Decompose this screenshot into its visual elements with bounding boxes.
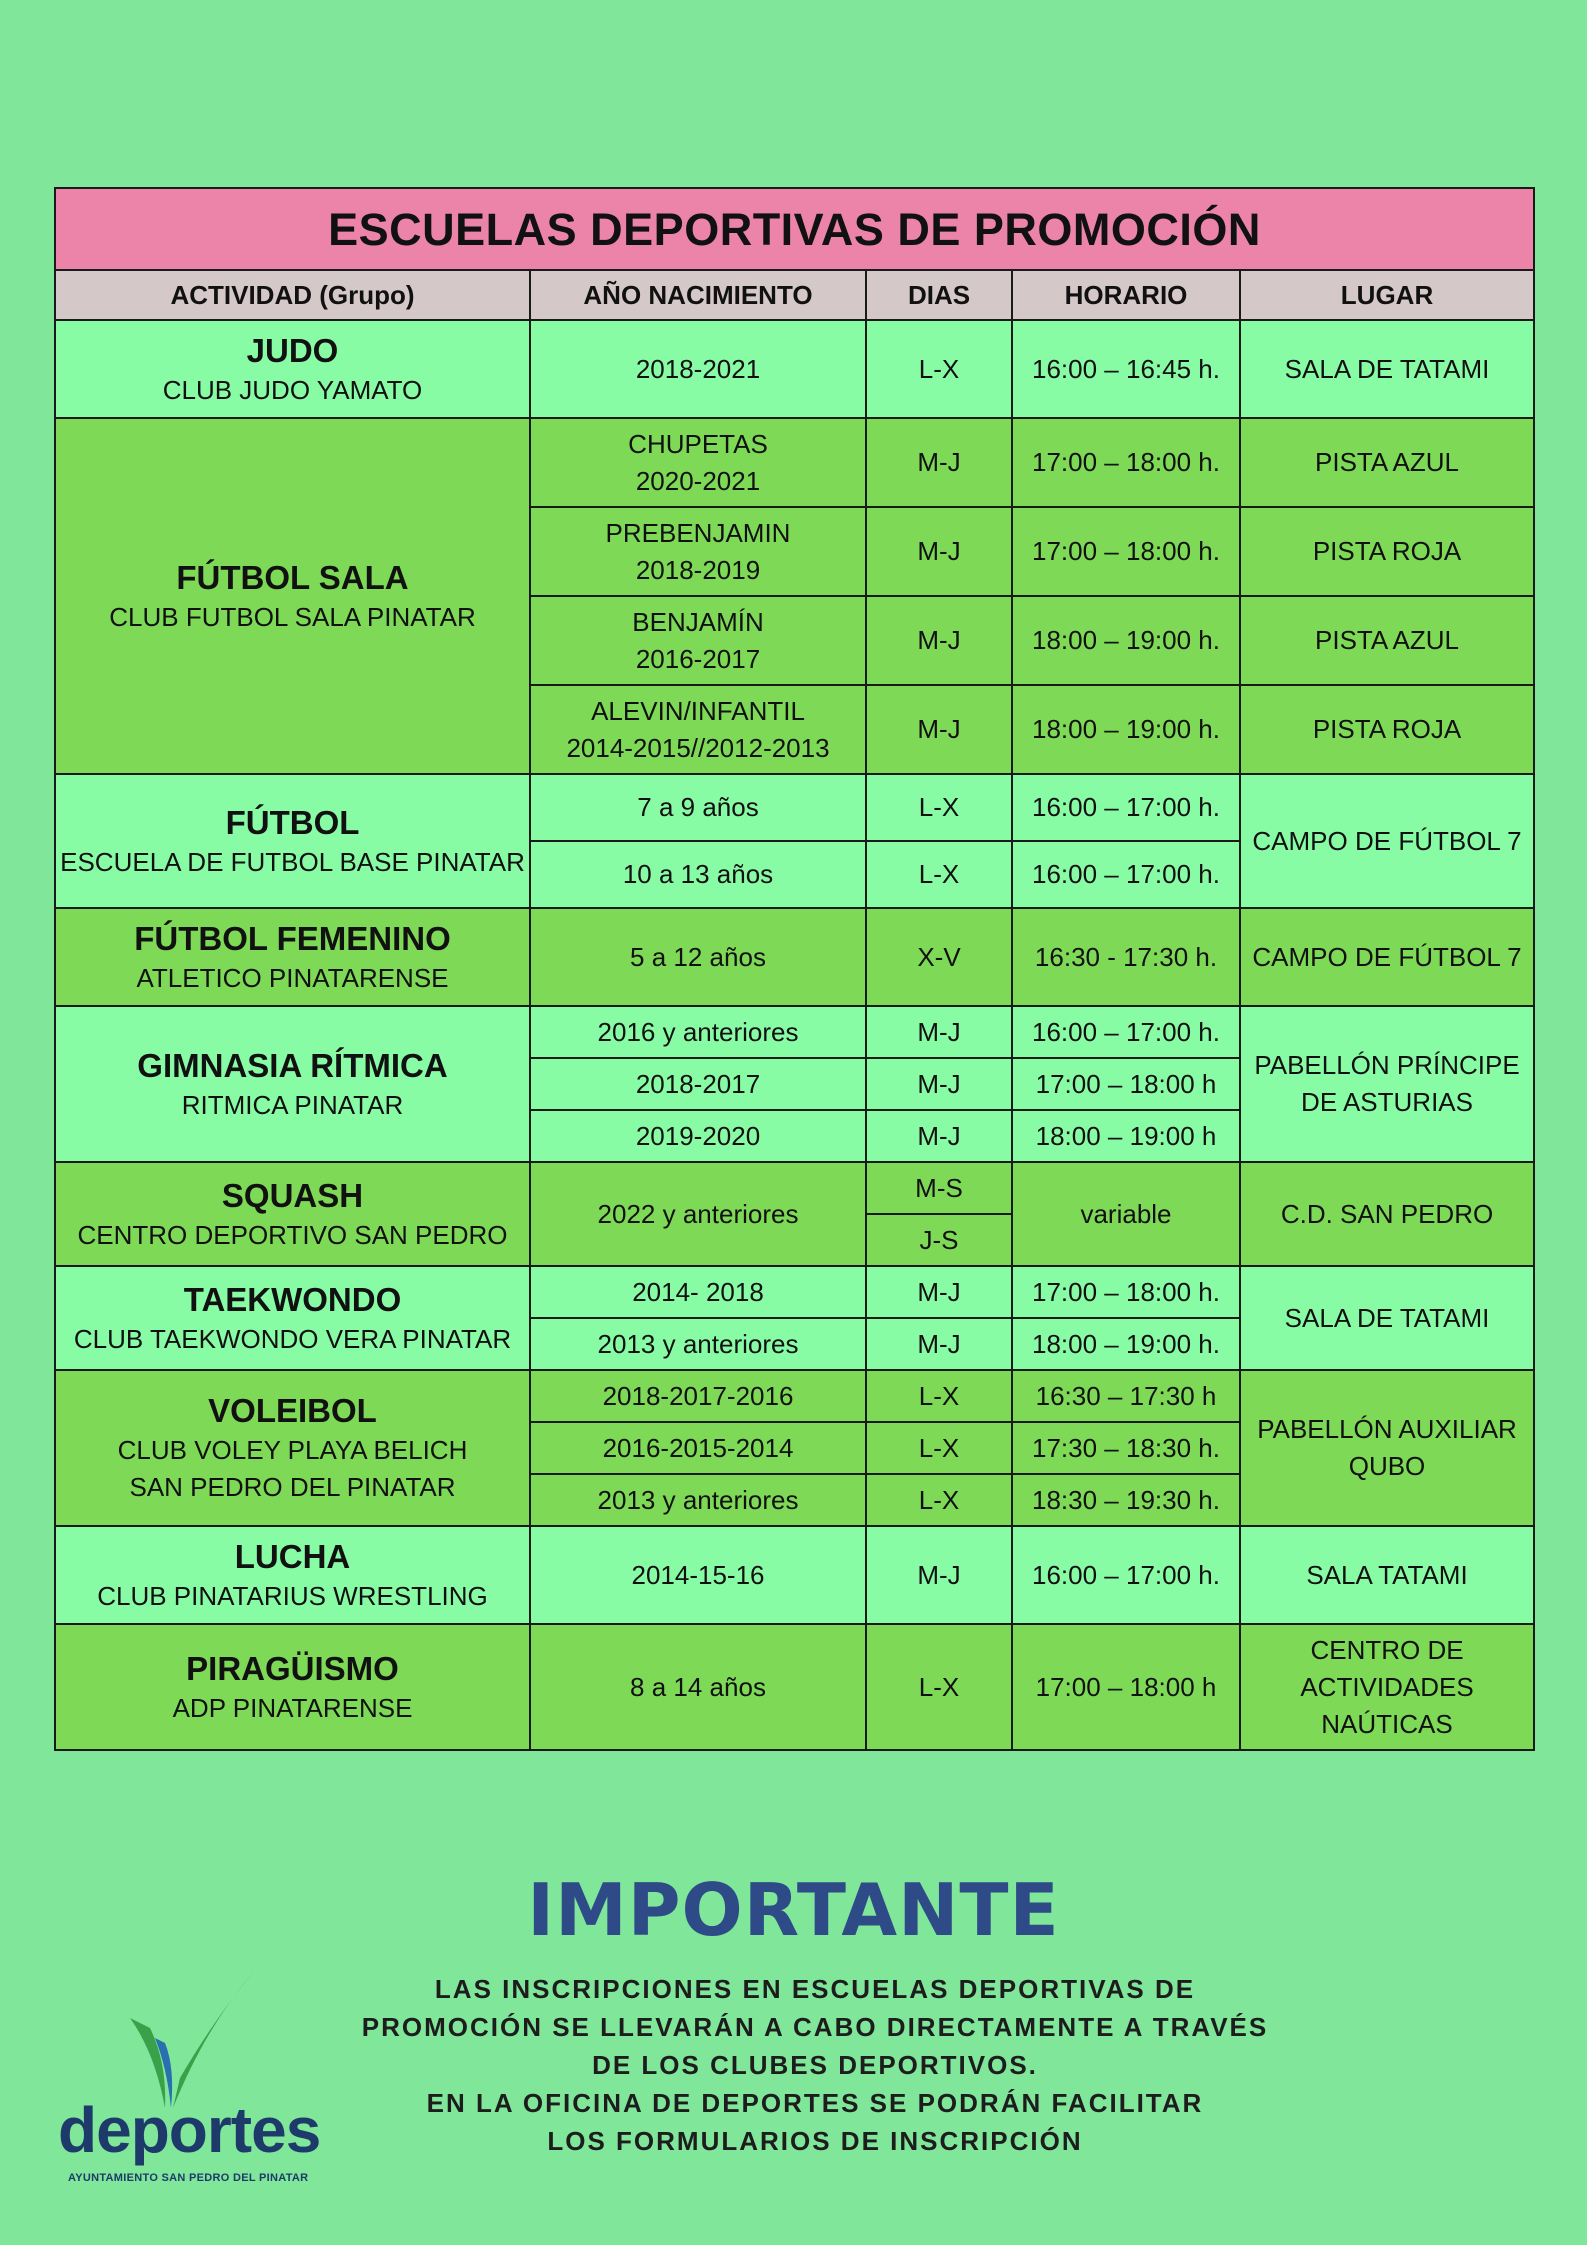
activity-cell — [55, 418, 530, 774]
activity-name: PIRAGÜISMO — [186, 1649, 399, 1687]
club-name: ATLETICO PINATARENSE — [136, 962, 449, 993]
schedule-cell: 16:30 - 17:30 h. — [1012, 908, 1240, 1006]
days-cell: L-X — [866, 1370, 1012, 1422]
birth-year-cell: 8 a 14 años — [530, 1624, 866, 1750]
birth-year-cell: 2014-15-16 — [530, 1526, 866, 1624]
schedule-cell: variable — [1012, 1162, 1240, 1266]
schedule-cell: 18:00 – 19:00 h — [1012, 1110, 1240, 1162]
days-cell: M-J — [866, 596, 1012, 685]
club-name: ESCUELA DE FUTBOL BASE PINATAR — [60, 846, 525, 877]
table-row — [55, 908, 1534, 1006]
activity-cell — [55, 1624, 530, 1750]
days-cell: L-X — [866, 774, 1012, 841]
table-row — [55, 1624, 1534, 1750]
activity-name: FÚTBOL FEMENINO — [134, 919, 451, 957]
activity-cell — [55, 1006, 530, 1162]
club-name: CLUB JUDO YAMATO — [162, 374, 423, 405]
schedule-cell: 18:00 – 19:00 h. — [1012, 685, 1240, 774]
birth-year-cell: 2013 y anteriores — [530, 1318, 866, 1370]
activity-name: GIMNASIA RÍTMICA — [137, 1046, 448, 1084]
days-cell: L-X — [866, 1422, 1012, 1474]
table-row — [55, 418, 1534, 507]
activity-cell — [55, 774, 530, 908]
activity-cell — [55, 320, 530, 418]
activity-cell — [55, 1526, 530, 1624]
activity-cell — [55, 908, 530, 1006]
days-cell: L-X — [866, 841, 1012, 908]
logo-subtitle: AYUNTAMIENTO SAN PEDRO DEL PINATAR — [68, 2172, 309, 2184]
birth-year-cell: 2018-2017-2016 — [530, 1370, 866, 1422]
important-text: LAS INSCRIPCIONES EN ESCUELAS DEPORTIVAS DE PROMOCIÓN SE LLEVARÁN A CABO DIRECTAMENTE A TRAVÉS DE LOS CLUBES DEPORTIVOS. EN LA OFICINA DE DEPORTES SE PODRÁN FACILITAR LOS FORMULARIOS DE INSCRIPCIÓN — [361, 1974, 1269, 2156]
days-cell: M-J — [866, 1058, 1012, 1110]
schedule-cell: 17:00 – 18:00 h. — [1012, 1266, 1240, 1318]
table-row — [55, 320, 1534, 418]
birth-year-cell: 2016-2015-2014 — [530, 1422, 866, 1474]
header-place: LUGAR — [1240, 270, 1534, 320]
place-cell: CAMPO DE FÚTBOL 7 — [1240, 774, 1534, 908]
birth-year-cell: CHUPETAS 2020-2021 — [530, 418, 866, 507]
table-row — [55, 1162, 1534, 1214]
activity-name: VOLEIBOL — [208, 1392, 377, 1429]
place-cell: PABELLÓN PRÍNCIPE DE ASTURIAS — [1240, 1006, 1534, 1162]
birth-year-cell: 2013 y anteriores — [530, 1474, 866, 1526]
birth-year-cell: 2022 y anteriores — [530, 1162, 866, 1266]
table-row — [55, 1370, 1534, 1422]
birth-year-cell: BENJAMÍN 2016-2017 — [530, 596, 866, 685]
club-name: CLUB VOLEY PLAYA BELICH SAN PEDRO DEL PINATAR — [117, 1435, 468, 1502]
club-name: RITMICA PINATAR — [181, 1089, 404, 1120]
place-cell: PISTA ROJA — [1240, 507, 1534, 596]
activity-name: FÚTBOL SALA — [176, 558, 409, 596]
days-cell: L-X — [866, 1474, 1012, 1526]
place-cell: C.D. SAN PEDRO — [1240, 1162, 1534, 1266]
days-cell: X-V — [866, 908, 1012, 1006]
days-cell: M-S — [866, 1162, 1012, 1214]
place-cell: SALA DE TATAMI — [1240, 1266, 1534, 1370]
header-birth-year: AÑO NACIMIENTO — [530, 270, 866, 320]
activity-cell — [55, 1370, 530, 1526]
header-days: DIAS — [866, 270, 1012, 320]
birth-year-cell: 10 a 13 años — [530, 841, 866, 908]
place-cell: SALA DE TATAMI — [1240, 320, 1534, 418]
club-name: ADP PINATARENSE — [172, 1692, 413, 1723]
schedule-cell: 18:30 – 19:30 h. — [1012, 1474, 1240, 1526]
birth-year-cell: 2019-2020 — [530, 1110, 866, 1162]
header-schedule: HORARIO — [1012, 270, 1240, 320]
days-cell: M-J — [866, 1006, 1012, 1058]
schedule-cell: 16:00 – 17:00 h. — [1012, 774, 1240, 841]
days-cell: M-J — [866, 1526, 1012, 1624]
club-name: CLUB FUTBOL SALA PINATAR — [109, 601, 476, 632]
schedule-cell: 16:00 – 17:00 h. — [1012, 841, 1240, 908]
logo-wordmark: deportes — [58, 2094, 321, 2166]
table-row — [55, 774, 1534, 841]
place-cell: PABELLÓN AUXILIAR QUBO — [1240, 1370, 1534, 1526]
table-title: ESCUELAS DEPORTIVAS DE PROMOCIÓN — [55, 188, 1534, 270]
schedule-cell: 16:00 – 17:00 h. — [1012, 1526, 1240, 1624]
birth-year-cell: 2014- 2018 — [530, 1266, 866, 1318]
birth-year-cell: PREBENJAMIN 2018-2019 — [530, 507, 866, 596]
birth-year-cell: 2016 y anteriores — [530, 1006, 866, 1058]
activity-name: FÚTBOL — [225, 803, 360, 841]
place-cell: PISTA AZUL — [1240, 418, 1534, 507]
birth-year-cell: 2018-2017 — [530, 1058, 866, 1110]
table-row — [55, 1266, 1534, 1318]
place-cell: PISTA AZUL — [1240, 596, 1534, 685]
table-row — [55, 1526, 1534, 1624]
activity-cell — [55, 1162, 530, 1266]
activity-cell — [55, 1266, 530, 1370]
birth-year-cell: 5 a 12 años — [530, 908, 866, 1006]
schedule-cell: 16:00 – 16:45 h. — [1012, 320, 1240, 418]
place-cell: SALA TATAMI — [1240, 1526, 1534, 1624]
club-name: CLUB TAEKWONDO VERA PINATAR — [73, 1323, 512, 1354]
table-row — [55, 1006, 1534, 1058]
club-name: CLUB PINATARIUS WRESTLING — [97, 1580, 488, 1611]
schedule-cell: 16:30 – 17:30 h — [1012, 1370, 1240, 1422]
days-cell: M-J — [866, 1318, 1012, 1370]
days-cell: M-J — [866, 1110, 1012, 1162]
days-cell: M-J — [866, 507, 1012, 596]
activity-name: LUCHA — [234, 1537, 351, 1575]
days-cell: M-J — [866, 418, 1012, 507]
days-cell: L-X — [866, 1624, 1012, 1750]
schedule-cell: 18:00 – 19:00 h. — [1012, 596, 1240, 685]
birth-year-cell: ALEVIN/INFANTIL 2014-2015//2012-2013 — [530, 685, 866, 774]
schedule-cell: 17:00 – 18:00 h — [1012, 1058, 1240, 1110]
schedule-cell: 17:00 – 18:00 h — [1012, 1624, 1240, 1750]
club-name: CENTRO DEPORTIVO SAN PEDRO — [77, 1219, 508, 1250]
important-title: IMPORTANTE — [527, 1868, 1060, 1952]
schedule-cell: 17:00 – 18:00 h. — [1012, 507, 1240, 596]
days-cell: J-S — [866, 1214, 1012, 1266]
place-cell: CAMPO DE FÚTBOL 7 — [1240, 908, 1534, 1006]
schedule-table — [54, 187, 1535, 1751]
place-cell: CENTRO DE ACTIVIDADES NAÚTICAS — [1240, 1624, 1534, 1750]
schedule-cell: 16:00 – 17:00 h. — [1012, 1006, 1240, 1058]
days-cell: M-J — [866, 685, 1012, 774]
schedule-cell: 17:00 – 18:00 h. — [1012, 418, 1240, 507]
schedule-cell: 17:30 – 18:30 h. — [1012, 1422, 1240, 1474]
schedule-cell: 18:00 – 19:00 h. — [1012, 1318, 1240, 1370]
days-cell: L-X — [866, 320, 1012, 418]
activity-name: SQUASH — [221, 1176, 364, 1214]
place-cell: PISTA ROJA — [1240, 685, 1534, 774]
birth-year-cell: 7 a 9 años — [530, 774, 866, 841]
birth-year-cell: 2018-2021 — [530, 320, 866, 418]
header-activity: ACTIVIDAD (Grupo) — [55, 270, 530, 320]
activity-name: TAEKWONDO — [183, 1280, 402, 1318]
activity-name: JUDO — [246, 331, 339, 369]
days-cell: M-J — [866, 1266, 1012, 1318]
